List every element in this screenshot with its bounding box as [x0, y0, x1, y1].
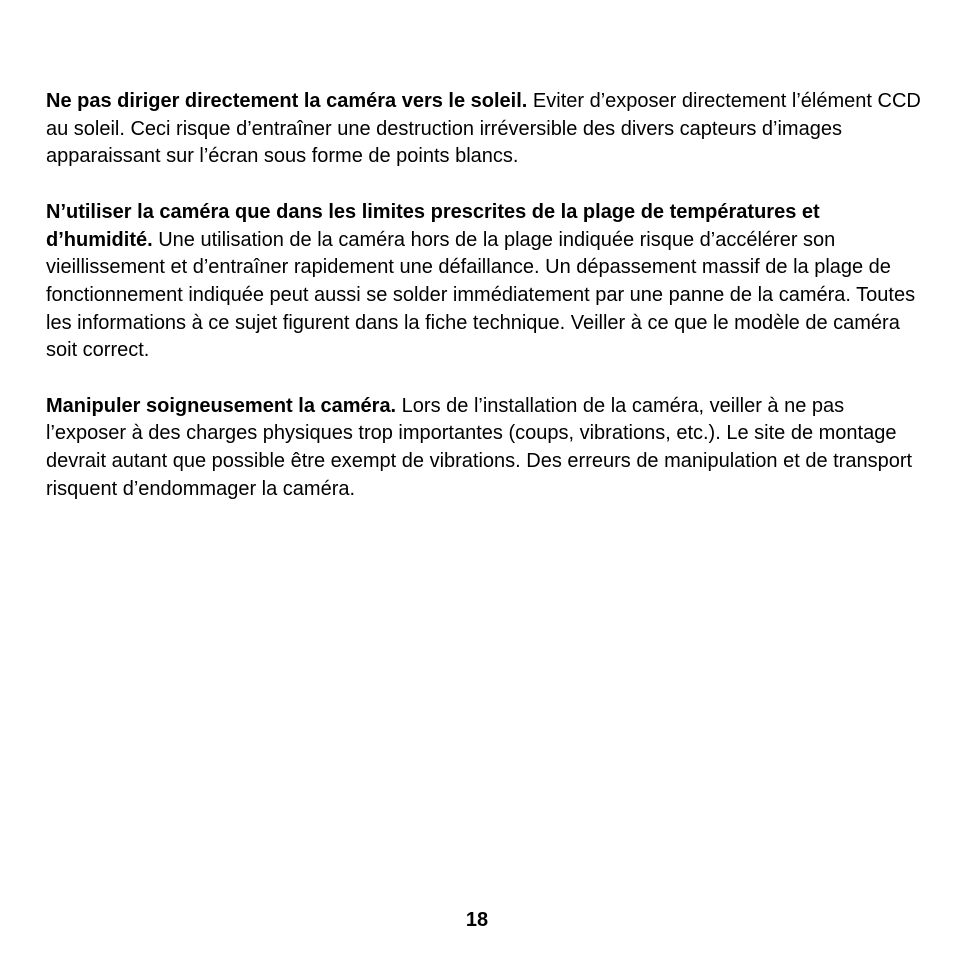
paragraph-text: Lors de l’installation de la caméra, veiller à ne pas l’exposer à des charges physiques trop importantes (coups, vibrations, etc.). Le site de montage devrait autant que possible être exempt de vibrations. Des erreurs de manipulation et de transport risquent d’endommager la caméra.: [46, 394, 913, 500]
paragraph-temperature-humidity: [46, 199, 926, 365]
paragraph-lead: Ne pas diriger directement la caméra vers le soleil.: [46, 90, 528, 112]
paragraph-text: Une utilisation de la caméra hors de la plage indiquée risque d’accélérer son vieillissement et d’entraîner rapidement une défaillance. Un dépassement massif de la plage de fonctionnement indiquée peut aussi se solder immédiatement par une panne de la caméra. Toutes les informations à ce sujet figurent dans la fiche technique. Veiller à ce que le modèle de caméra soit correct.: [46, 228, 916, 362]
paragraph-lead: N’utiliser la caméra que dans les limites prescrites de la plage de températures et d’humidité.: [46, 200, 820, 251]
page-body: [46, 88, 926, 531]
paragraph-text: Eviter d’exposer directement l’élément CCD au soleil. Ceci risque d’entraîner une destruction irréversible des divers capteurs d’images apparaissant sur l’écran sous forme de points blancs.: [46, 90, 921, 168]
paragraph-sun-warning: [46, 88, 926, 171]
page-number: 18: [465, 909, 489, 931]
paragraph-lead: Manipuler soigneusement la caméra.: [46, 394, 397, 417]
paragraph-careful-handling: [46, 393, 926, 504]
